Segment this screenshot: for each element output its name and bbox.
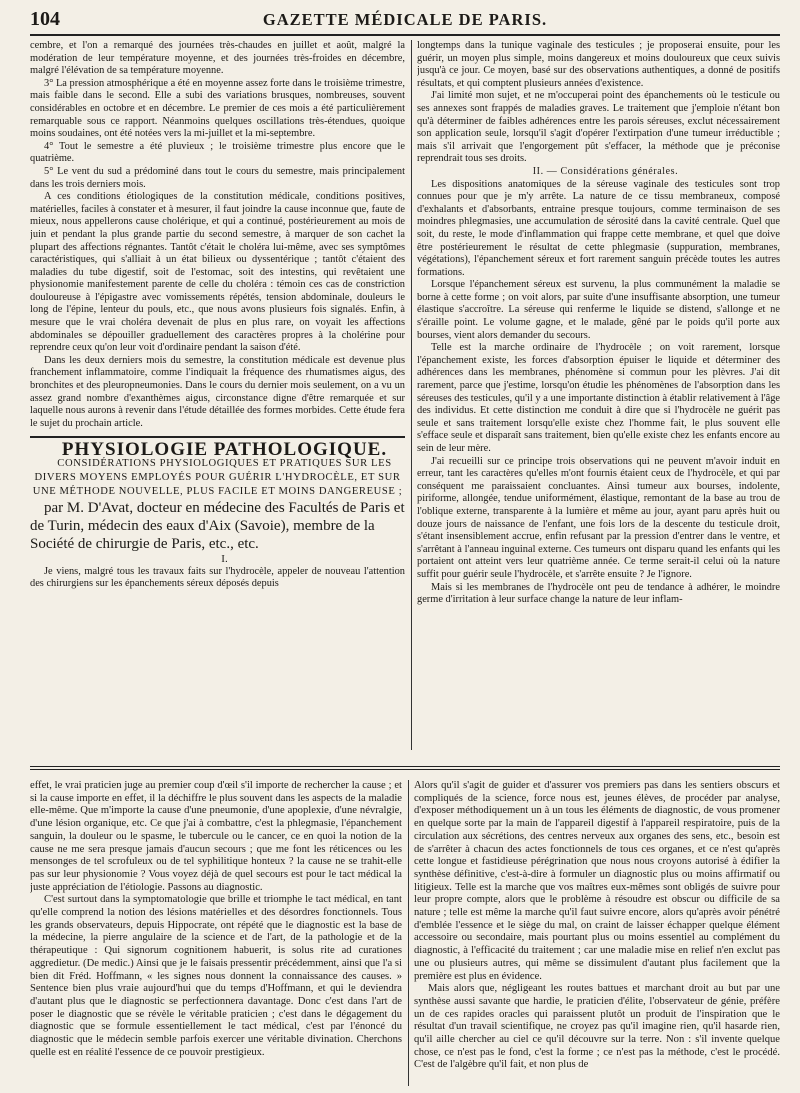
journal-title: GAZETTE MÉDICALE DE PARIS.	[262, 10, 548, 29]
column-divider	[408, 780, 409, 1086]
paragraph: Mais si les membranes de l'hydrocèle ont peu de tendance à adhérer, le moindre germe d'irritation à leur surface change la nature de leur inflam-	[417, 581, 780, 606]
bottom-left-column	[30, 780, 402, 1090]
page-header	[30, 4, 780, 36]
bottom-right-column	[414, 780, 780, 1090]
column-divider	[411, 40, 412, 750]
subsection-heading: II. — Considérations générales.	[532, 165, 679, 177]
paragraph: cembre, et l'on a remarqué des journées très-chaudes en juillet et août, malgré la modération de leur température moyenne, et des journées très-froides en décembre, malgré l'élévation de sa température moyenne.	[30, 40, 405, 77]
paragraph: Alors qu'il s'agit de guider et d'assurer vos premiers pas dans les sentiers obscurs et compliqués de la science, force nous est, jeunes élèves, de procéder par analyse, d'exposer méthodiquement un à un tous les éléments de diagnostic, de vous promener en quelque sorte par la main de l'appareil digestif à l'appareil respiratoire, puis de la circulation aux sécrétions, des centres nerveux aux organes des sens, etc., besoin est de s'arrêter à chacun des actes fonctionnels de tous ces organes, et ce n'est qu'après cette longue et fastidieuse pérégrination que nous nous croyons autorisé à édifier la synthèse définitive, c'est-à-dire à formuler un diagnostic plus ou moins affirmatif ou litigieux. Telle est la marche que vos maîtres eux-mêmes sont obligés de suivre pour leur propre compte, alors que le problème à résoudre est obscur ou difficile de sa nature ; telle est même la marche qu'il faut suivre encore, alors qu'après avoir pénétré d'emblée l'essence et le siège du mal, on craint de laisser échapper quelque élément accessoire ou secondaire, mais pourtant plus ou moins essentiel au complément du diagnostic, à l'efficacité du traitement ; car une maladie mise en relief n'en exclut pas une ou plusieurs autres, qui même se dissimulent d'autant plus facilement que la première est plus en évidence.	[414, 780, 780, 982]
paragraph: C'est surtout dans la symptomatologie que brille et triomphe le tact médical, en tant qu'elle comprend la notion des lésions matérielles et des désordres fonctionnels. Tous les grands observateurs, depuis Hippocrate, ont répété que le diagnostic est la base de la médecine, la pierre angulaire de la science et de l'art, de la pathologie et de la thérapeutique : Qui signorum cognitionem habuerit, is solus rite ad curationes aggredietur. (De medic.) Ainsi que je le faisais pressentir précédemment, ainsi que l'a si bien dit Fréd. Hoffmann, « les signes nous donnent la connaissance des causes. » Sentence bien plus vraie aujourd'hui que du temps d'Hoffmann, et qui le deviendra d'autant plus que le diagnostic se perfectionnera davantage. Donc c'est dans l'art de poser le diagnostic que se révèle le véritable praticien ; c'est dans le dégagement du diagnostic que se formule essentiellement le tact médical, c'est par l'énoncé du diagnostic que le médecin semble parfois exercer une véritable divination. Cherchons quelle est en réalité l'essence de ce pouvoir prestigieux.	[30, 894, 402, 1058]
paragraph: Dans les deux derniers mois du semestre, la constitution médicale est devenue plus franchement inflammatoire, comme l'indiquait la fréquence des rhumatismes aigus, des bronchites et des pleuropneumonies. Dans le cours du dernier mois seulement, on a vu un assez grand nombre d'exanthèmes aigus, circonstance digne d'être remarquée et sur laquelle nous aurons à revenir dans l'étude détaillée des formes morbides. Cette étude fera le sujet du prochain article.	[30, 354, 405, 429]
paragraph: 3° La pression atmosphérique a été en moyenne assez forte dans le troisième trimestre, mais faible dans le second. Elle a subi des variations brusques, nombreuses, souvent considérables en octobre et en décembre. Le premier de ces mois a été particulièrement remarquable sous ce rapport. Néanmoins quelques oscillations très-étendues, quoique moins soudaines, ont été notées vers la mi-juillet et la mi-septembre.	[30, 77, 405, 140]
paragraph: 4° Tout le semestre a été pluvieux ; le troisième trimestre plus encore que le quatrième.	[30, 140, 405, 165]
paragraph: Telle est la marche ordinaire de l'hydrocèle ; on voit rarement, lorsque l'épanchement existe, les forces d'absorption épuiser le liquide et déterminer des adhérences dans les membranes, phénomène si commun pour les plèvres. J'ai dit rarement, parce que j'estime, lorsqu'on étudie les phénomènes de l'absorption dans les séreuses des testicules, qu'il y a une importante distinction à établir relativement à l'âge des individus. Et cette distinction me conduit à dire que si l'hydrocèle ne guérit pas seule et sans traitement lorsqu'elle existe chez l'homme fait, le plus souvent elle s'efface seule et disparaît sans traitement, bien qu'elle existe chez les enfants encore au sein de leur mère.	[417, 342, 780, 454]
paragraph: 5° Le vent du sud a prédominé dans tout le cours du semestre, mais principalement dans les trois derniers mois.	[30, 165, 405, 190]
paragraph: longtemps dans la tunique vaginale des testicules ; je proposerai ensuite, pour les guérir, un moyen plus simple, moins dangereux et moins douloureux que ceux suivis jusqu'à ce jour. Ce moyen, basé sur des observations authentiques, a donné de positifs résultats, et qui comptent plusieurs années d'existence.	[417, 40, 780, 89]
part-numeral: I.	[221, 553, 228, 565]
article-heading: CONSIDÉRATIONS PHYSIOLOGIQUES ET PRATIQUES SUR LES DIVERS MOYENS EMPLOYÉS POUR GUÉRIR L'HYDROCÈLE, ET SUR UNE MÉTHODE NOUVELLE, PLUS FACILE ET MOINS DANGEREUSE ;	[32, 458, 403, 497]
section-title: PHYSIOLOGIE PATHOLOGIQUE.	[61, 439, 388, 461]
paragraph: Mais alors que, négligeant les routes battues et marchant droit au but par une synthèse aussi savante que hardie, le praticien d'élite, l'observateur de génie, préfère un de ces rapides oracles qui paraissent plutôt un produit de l'inspiration que le résultat d'un travail scientifique, ne croyez pas qu'il imagine rien, qu'il hasarde rien, qu'il aille chercher au ciel ce qu'il découvre sur la terre. Non : s'il invente quelque chose, ce n'est pas le fond, c'est la forme ; ce n'est pas la méthode, c'est le procédé. C'est de l'algèbre qu'il fait, et non plus de	[414, 983, 780, 1071]
paragraph: J'ai recueilli sur ce principe trois observations qui ne peuvent m'avoir induit en erreur, tant les caractères qu'elles m'ont fournis étaient ceux de l'hydrocèle, et qui par conséquent me paraissaient concluantes. Ainsi tumeur aux bourses, indolente, piriforme, allongée, tendue uniformément, élastique, remontant de la base au trou de l'oblique externe, transparente à la lumière et même au jour, ayant paru après huit ou douze jours de naissance de l'enfant, une fois lors de la descente du testicule droit, s'étant insensiblement accrue, enfin refusant par la pression d'entrer dans le ventre, et s'arrêtant à l'anneau inguinal externe. Ces tumeurs ont disparu quand les enfants qui les portaient ont atteint vers leur quatrième année. Ce terme serait-il celui où la nature suffit pour guérir seule l'hydrocèle, et s'arrête ensuite ? Je l'ignore.	[417, 455, 780, 580]
top-right-column	[417, 40, 780, 750]
paragraph: effet, le vrai praticien juge au premier coup d'œil s'il importe de rechercher la cause ; et si la cause importe en effet, il la déchiffre le plus souvent dans les aspects de la maladie elle-même. Que m'importe la cause d'une pneumonie, d'une apoplexie, d'une névralgie, d'une lésion organique, etc. Ce que j'ai à combattre, c'est la phlegmasie, l'épanchement sanguin, la douleur ou le spasme, le tubercule ou le cancer, ce en quoi la notion de la cause ne me sera presque jamais d'aucun secours ; que me font les réticences ou les mensonges de tel scrofuleux ou de tel syphilitique honteux ? la cause ne se trahit-elle pas sur leur physionomie ? Vous voyez déjà de quel secours est pour le tact médical la juste appréciation de l'étiologie. Passons au diagnostic.	[30, 780, 402, 893]
top-left-column	[30, 40, 405, 736]
paragraph: Lorsque l'épanchement séreux est survenu, la plus communément la maladie se borne à cette forme ; on voit alors, par suite d'une insuffisante absorption, une tumeur élastique s'accroître. La séreuse qui renferme le liquide se distend, s'allonge et ne s'éraille point. Le volume gagne, et le malade, gêné par le poids qu'il porte aux bourses, vient alors demander du secours.	[417, 279, 780, 341]
feuilleton-divider	[30, 766, 780, 770]
paragraph: Les dispositions anatomiques de la séreuse vaginale des testicules sont trop connues pour que je m'y arrête. La nature de ce tissu membraneux, composé d'exhalants et d'absorbants, entraine presque toujours, comme terminaison de ses moindres phlegmasies, une accumulation de sérosité dans la cavité centrale. Quel que soit, du reste, le mode d'inflammation qui frappe cette membrane, et quel que doive être postérieurement le résultat de cette phlegmasie (suppuration, membranes, végétations), l'épanchement séreux et fort rarement sanguin précède toutes les autres formations.	[417, 178, 780, 278]
section-divider	[30, 436, 405, 438]
paragraph: A ces conditions étiologiques de la constitution médicale, conditions positives, matérielles, faciles à constater et à mesurer, il faut joindre la cause inconnue que, faute de mieux, nous appellerons cause cholérique, et qui a continué, postérieurement au mois de juin et pendant la plus grande partie du second semestre, à marquer de son cachet la plupart des affections régnantes. Tantôt c'était le choléra lui-même, avec ses symptômes caractéristiques, qui s'alliait à un état bilieux ou dyssentérique ; tantôt c'étaient des maladies du tube digestif, soit de l'estomac, soit des intestins, qui revêtaient une physionomie manifestement parente de celle du choléra : témoin ces cas de constriction douloureuse à l'épigastre avec vomissements répétés, tension abdominale, douleurs le long de l'épine, lenteur du pouls, etc., que nous avons plusieurs fois signalés. Enfin, à mesure que le vrai choléra devenait de plus en plus rare, on voyait les affections abdominales se dépouiller graduellement des caractères propres à la cholérine pour reprendre ceux qu'on leur voit d'ordinaire pendant la saison d'été.	[30, 191, 405, 354]
paragraph: Je viens, malgré tous les travaux faits sur l'hydrocèle, appeler de nouveau l'attention des chirurgiens sur les épanchements séreux déposés depuis	[30, 565, 405, 590]
page-number: 104	[30, 8, 60, 30]
paragraph: J'ai limité mon sujet, et ne m'occuperai point des épanchements où le testicule ou ses annexes sont frappés de maladies graves. Le traitement que j'emploie n'étant bon qu'à déterminer de faibles adhérences entre les parois séreuses, exclut nécessairement son application seule, lorsqu'il s'agit d'opérer l'extirpation d'une tumeur irréductible ; mais s'il arrivait que l'engorgement pût s'effacer, la méthode que je préconise reprendrait tous ses droits.	[417, 90, 780, 165]
author-line: par M. D'Avat, docteur en médecine des Facultés de Paris et de Turin, médecin des eaux d'Aix (Savoie), membre de la Société de chirurgie de Paris, etc., etc.	[30, 500, 405, 552]
